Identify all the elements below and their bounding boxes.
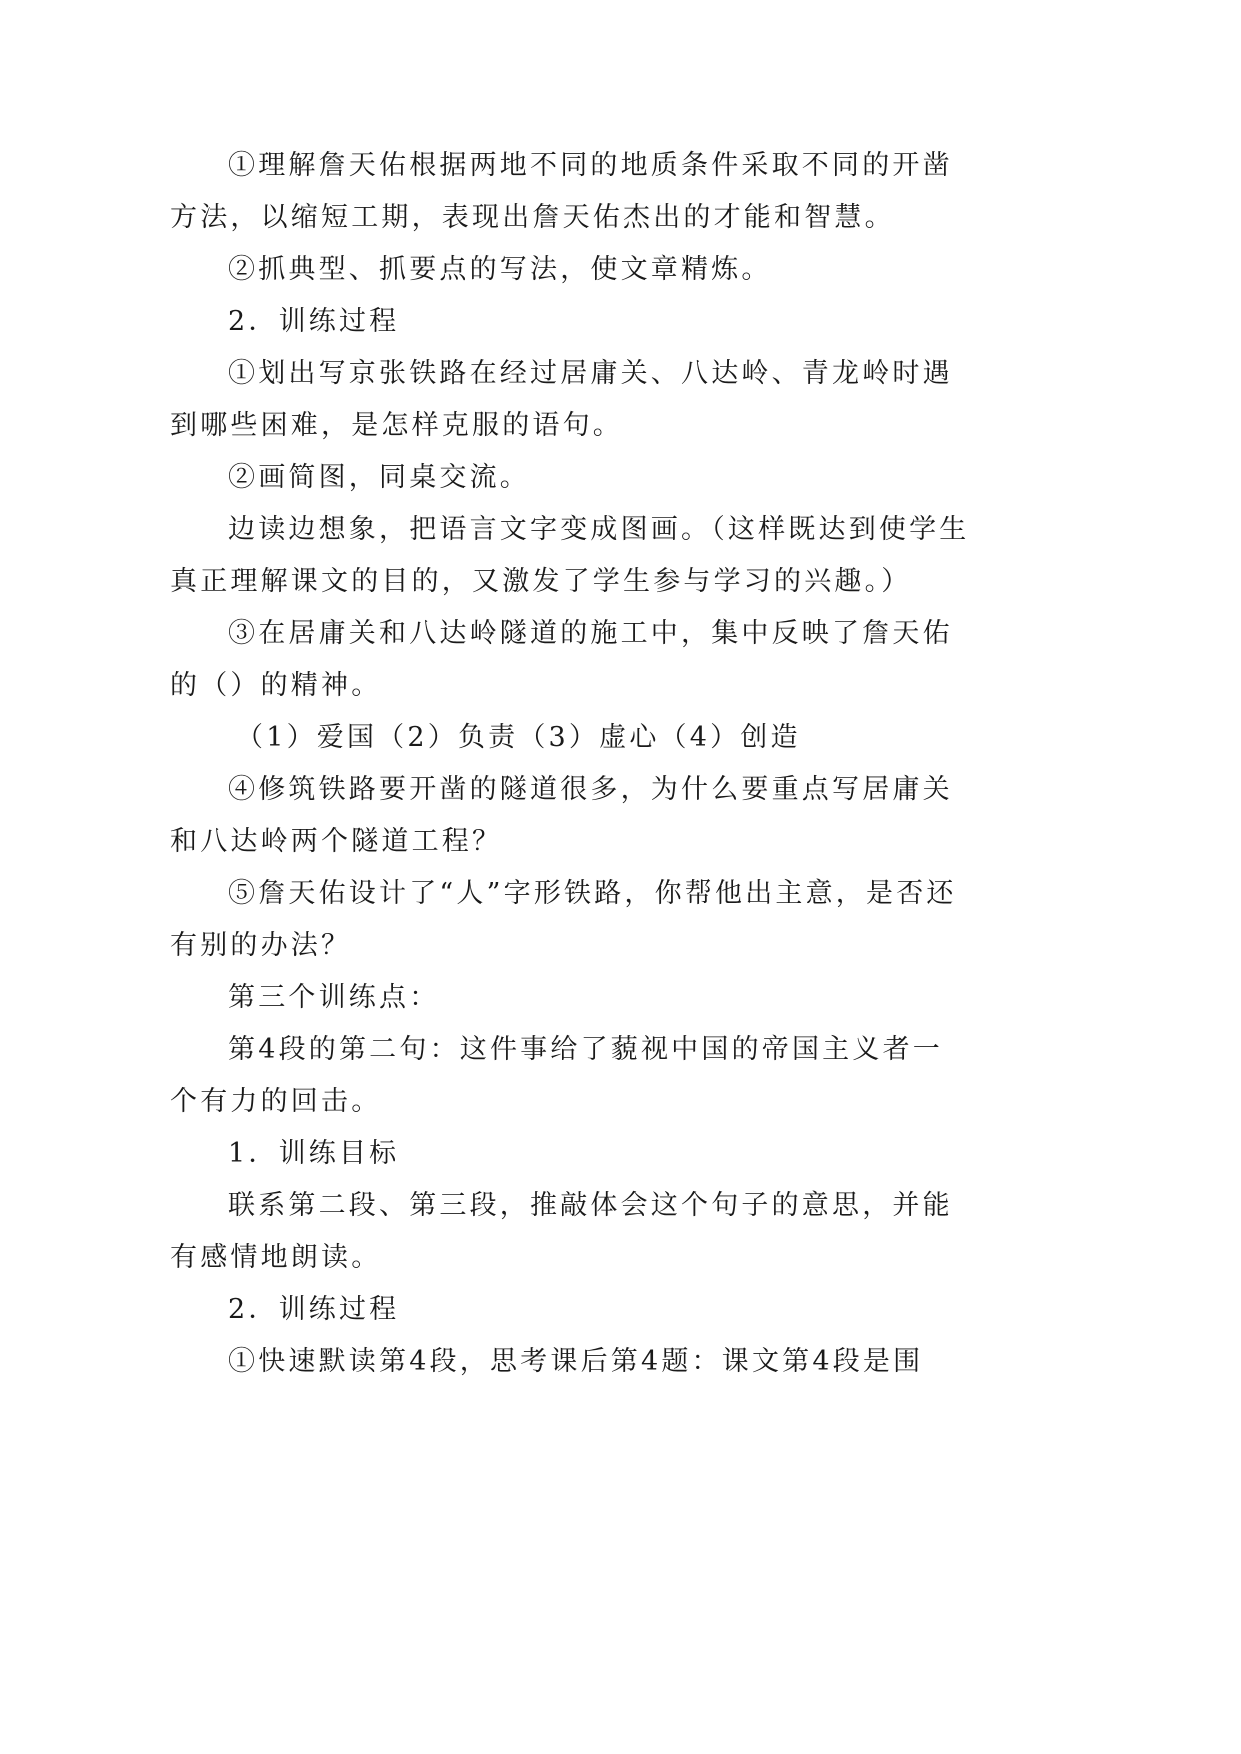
section-heading: 1．训练目标 (228, 1138, 400, 1169)
paragraph: ②抓典型、抓要点的写法，使文章精炼。 (228, 254, 772, 285)
paragraph: ①快速默读第4段，思考课后第4题：课文第4段是围 (228, 1346, 924, 1377)
paragraph: ③在居庸关和八达岭隧道的施工中，集中反映了詹天佑的（）的精神。 (170, 618, 953, 701)
paragraph: ①划出写京张铁路在经过居庸关、八达岭、青龙岭时遇到哪些困难，是怎样克服的语句。 (170, 358, 953, 441)
section-heading: 2．训练过程 (228, 306, 400, 337)
answer-options: （1）爱国（2）负责（3）虚心（4）创造 (236, 722, 801, 753)
document-body (170, 140, 970, 1388)
paragraph: ④修筑铁路要开凿的隧道很多，为什么要重点写居庸关和八达岭两个隧道工程？ (170, 774, 953, 857)
paragraph: ⑤詹天佑设计了“人”字形铁路，你帮他出主意，是否还有别的办法？ (170, 878, 957, 961)
paragraph: ②画简图，同桌交流。 (228, 462, 530, 493)
paragraph: 第4段的第二句：这件事给了藐视中国的帝国主义者一个有力的回击。 (170, 1034, 943, 1117)
section-heading: 2．训练过程 (228, 1294, 400, 1325)
paragraph: 边读边想象，把语言文字变成图画。（这样既达到使学生真正理解课文的目的，又激发了学生参与学习的兴趣。） (170, 514, 970, 597)
paragraph: 联系第二段、第三段，推敲体会这个句子的意思，并能有感情地朗读。 (170, 1190, 953, 1273)
section-heading: 第三个训练点： (228, 982, 440, 1013)
paragraph: ①理解詹天佑根据两地不同的地质条件采取不同的开凿方法，以缩短工期，表现出詹天佑杰出的才能和智慧。 (170, 150, 953, 233)
